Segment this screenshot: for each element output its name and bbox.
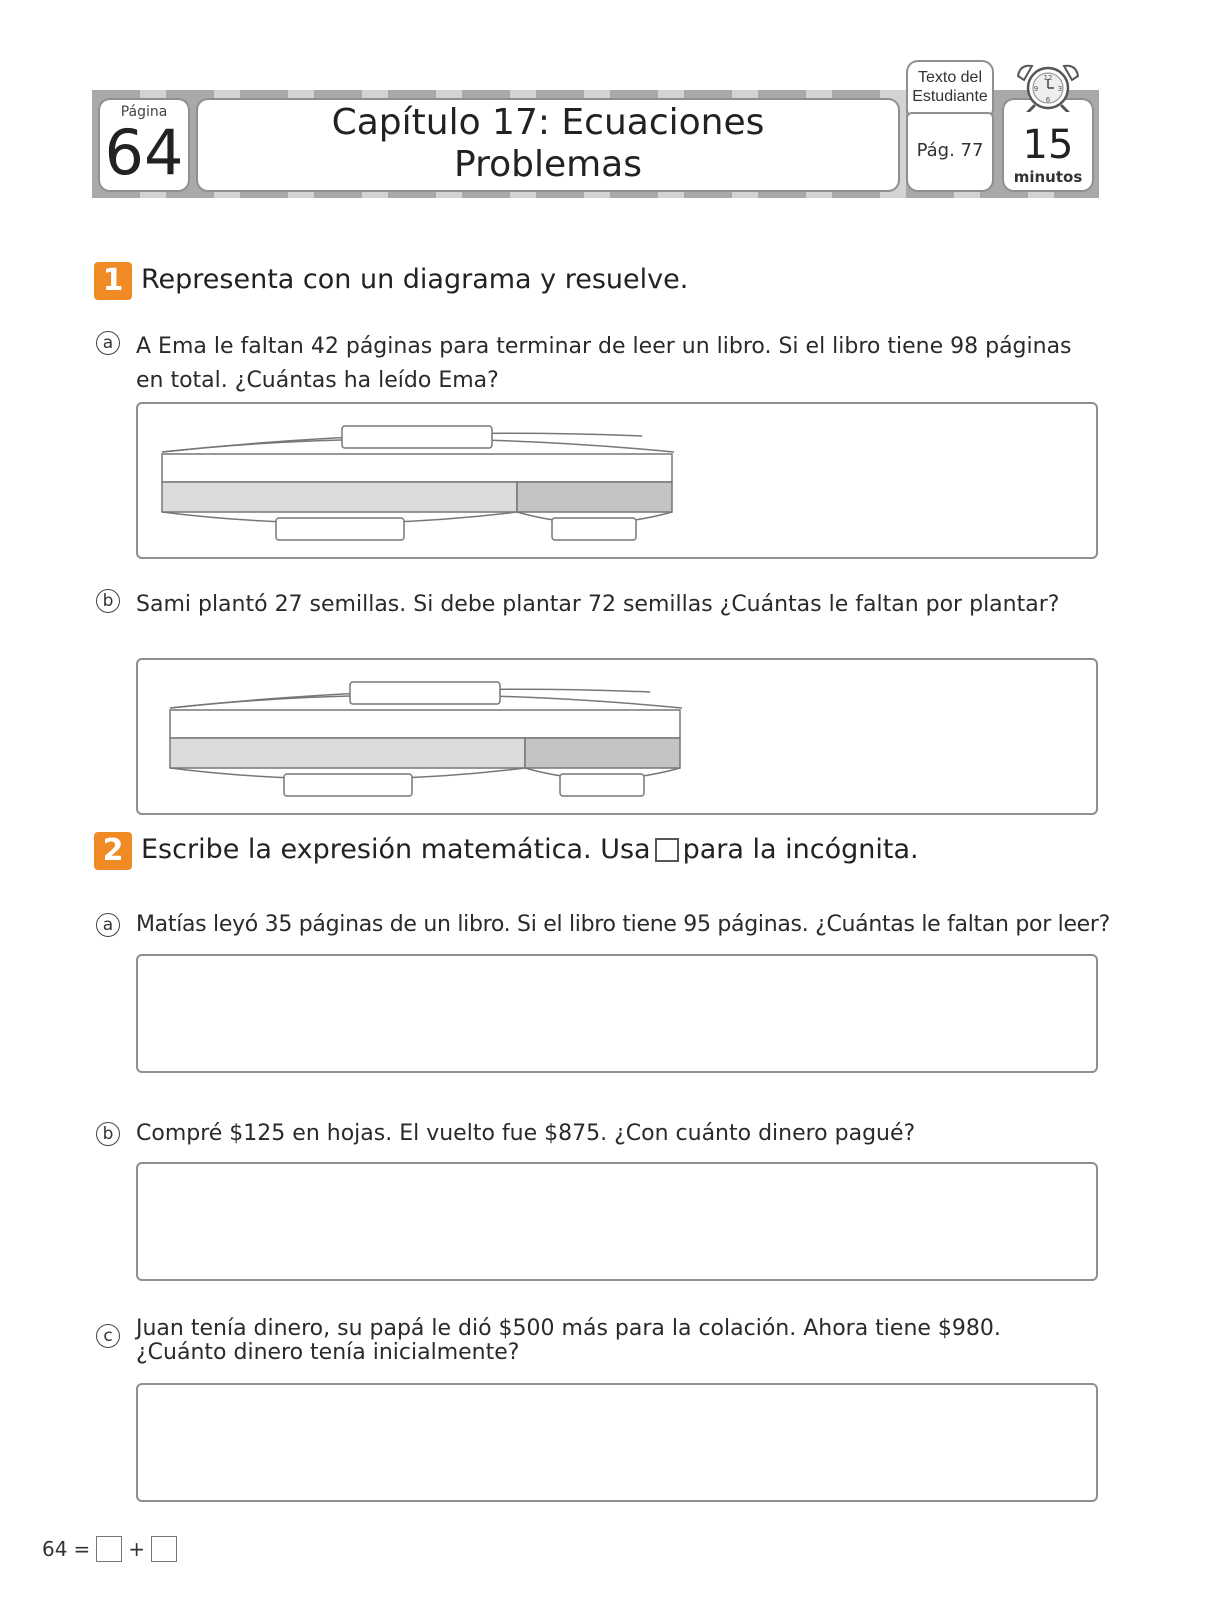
item-2a-question: Matías leyó 35 páginas de un libro. Si el libro tiene 95 páginas. ¿Cuántas le faltan por leer? bbox=[136, 912, 1111, 937]
item-1b-part-blank-2[interactable] bbox=[560, 774, 644, 796]
footer-plus: + bbox=[128, 1537, 145, 1561]
minutes-number: 15 bbox=[1022, 122, 1074, 168]
chapter-title: Capítulo 17: Ecuaciones bbox=[331, 102, 765, 143]
student-text-tab bbox=[908, 62, 992, 114]
section-1-badge: 1 bbox=[94, 262, 132, 300]
item-1b-part-bar-1 bbox=[170, 738, 525, 768]
item-1b-answer-box[interactable] bbox=[136, 658, 1098, 815]
item-2b-letter: b bbox=[96, 1122, 120, 1146]
item-2a-answer-box[interactable] bbox=[136, 954, 1098, 1073]
item-1a-bar-diagram bbox=[138, 404, 1096, 557]
item-1b-part-blank-1[interactable] bbox=[284, 774, 412, 796]
student-page-ref: Pág. 77 bbox=[916, 140, 984, 161]
item-2b-answer-box[interactable] bbox=[136, 1162, 1098, 1281]
section-2-badge: 2 bbox=[94, 832, 132, 870]
clock-number-3: 3 bbox=[1057, 85, 1063, 93]
item-2c-question: Juan tenía dinero, su papá le dió $500 más para la colación. Ahora tiene $980. ¿Cuánto dinero tenía inicialmente? bbox=[136, 1316, 1001, 1365]
clock-number-9: 9 bbox=[1033, 85, 1039, 93]
item-1b-letter: b bbox=[96, 589, 120, 613]
item-2c-letter: c bbox=[96, 1324, 120, 1348]
item-1b-part-bar-2 bbox=[525, 738, 680, 768]
footer-equation bbox=[42, 1536, 177, 1562]
page-number-box bbox=[100, 100, 188, 190]
item-1a-answer-box[interactable] bbox=[136, 402, 1098, 559]
footer-equals: = bbox=[73, 1537, 91, 1561]
student-text-label-1: Texto del bbox=[917, 69, 983, 86]
clock-number-12: 12 bbox=[1043, 74, 1053, 82]
clock-number-6: 6 bbox=[1045, 96, 1051, 104]
item-1a-part-blank-1[interactable] bbox=[276, 518, 404, 540]
chapter-title-box bbox=[198, 100, 898, 190]
minutes-box bbox=[1004, 100, 1092, 190]
item-2b-question: Compré $125 en hojas. El vuelto fue $875. ¿Con cuánto dinero pagué? bbox=[136, 1121, 916, 1146]
section-1-title: Representa con un diagrama y resuelve. bbox=[141, 264, 689, 295]
page-label: Página bbox=[120, 104, 168, 120]
footer-square-2 bbox=[151, 1536, 177, 1562]
item-1b-total-bar bbox=[170, 710, 680, 738]
student-text-label-2: Estudiante bbox=[912, 88, 988, 105]
section-2-title-end: para la incógnita. bbox=[682, 834, 919, 865]
item-2a-letter: a bbox=[96, 913, 120, 937]
footer-page-number: 64 bbox=[42, 1537, 68, 1561]
item-1a-part-blank-2[interactable] bbox=[552, 518, 636, 540]
page-number: 64 bbox=[104, 116, 184, 189]
item-1a-part-bar-2 bbox=[517, 482, 672, 512]
item-2c-answer-box[interactable] bbox=[136, 1383, 1098, 1502]
item-1a-total-blank[interactable] bbox=[342, 426, 492, 448]
chapter-subtitle: Problemas bbox=[454, 144, 642, 185]
alarm-clock-icon bbox=[1012, 62, 1084, 112]
item-1b-question: Sami plantó 27 semillas. Si debe plantar 72 semillas ¿Cuántas le faltan por plantar? bbox=[136, 592, 1060, 617]
section-2-title-start: Escribe la expresión matemática. Usa bbox=[141, 834, 651, 865]
item-1a-part-bar-1 bbox=[162, 482, 517, 512]
item-1a-question: A Ema le faltan 42 páginas para terminar de leer un libro. Si el libro tiene 98 páginas en total. ¿Cuántas ha leído Ema? bbox=[136, 334, 1072, 393]
minutes-label: minutos bbox=[1013, 168, 1083, 186]
unknown-square-icon bbox=[655, 838, 679, 862]
student-page-ref-box bbox=[908, 114, 992, 190]
section-2-title bbox=[141, 834, 919, 865]
item-1a-total-bar bbox=[162, 454, 672, 482]
item-1b-total-blank[interactable] bbox=[350, 682, 500, 704]
footer-square-1 bbox=[96, 1536, 122, 1562]
item-1b-bar-diagram bbox=[138, 660, 1096, 813]
item-1a-letter: a bbox=[96, 331, 120, 355]
